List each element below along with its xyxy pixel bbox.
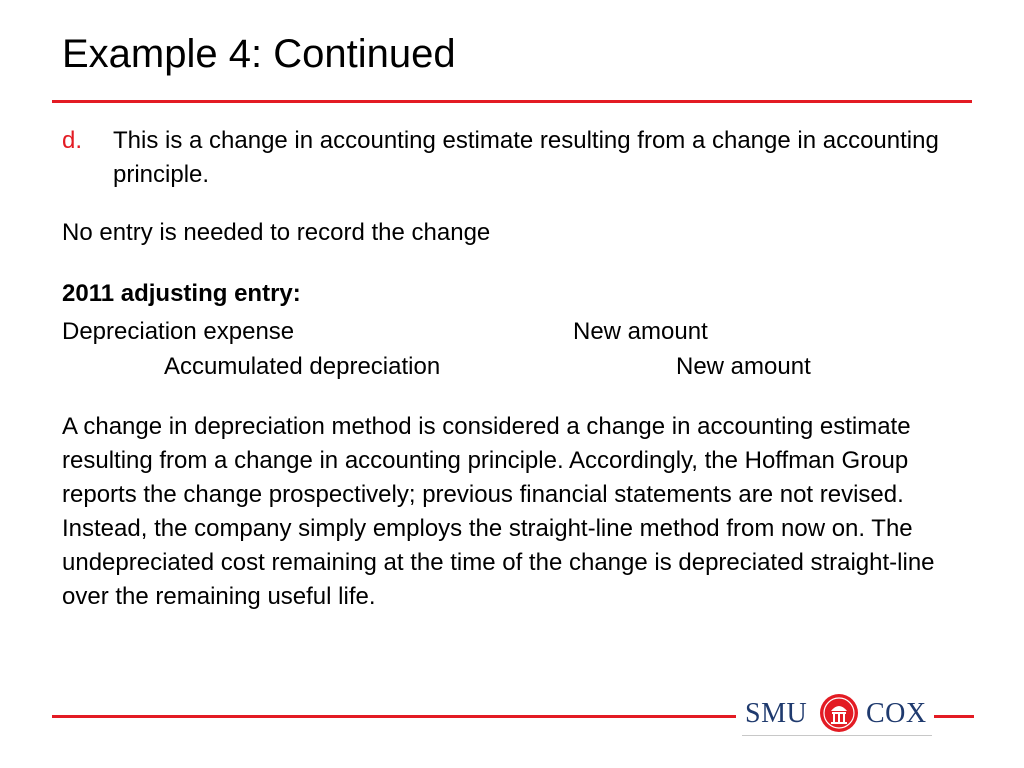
- slide-title: Example 4: Continued: [62, 32, 456, 76]
- smu-seal-icon: [819, 693, 859, 733]
- list-item-text: This is a change in accounting estimate resulting from a change in accounting principle.: [113, 127, 939, 188]
- footer-divider-right: [934, 715, 974, 718]
- debit-account: Depreciation expense: [62, 318, 295, 345]
- adjusting-entry-heading: 2011 adjusting entry:: [62, 280, 301, 307]
- list-item-d: [62, 124, 962, 192]
- credit-amount: New amount: [676, 353, 811, 380]
- logo-cox-text: COX: [866, 698, 927, 729]
- list-marker: d.: [62, 127, 83, 154]
- logo-underline: [742, 735, 932, 736]
- debit-amount: New amount: [573, 318, 708, 345]
- smu-cox-logo: [742, 690, 932, 740]
- body-paragraph: A change in depreciation method is considered a change in accounting estimate resulting from a change in accounting principle. Accordingly, the Hoffman Group reports the change prospectively; previous financial statements are not revised. Instead, the company simply employs the straight-line method from now on. The undepreciated cost remaining at the time of the change is depreciated straight-line over the remaining useful life.: [62, 413, 935, 610]
- title-divider: [52, 100, 972, 103]
- credit-account: Accumulated depreciation: [164, 353, 441, 380]
- no-entry-text: No entry is needed to record the change: [62, 219, 491, 246]
- footer-divider-left: [52, 715, 736, 718]
- logo-smu-text: SMU: [745, 698, 808, 729]
